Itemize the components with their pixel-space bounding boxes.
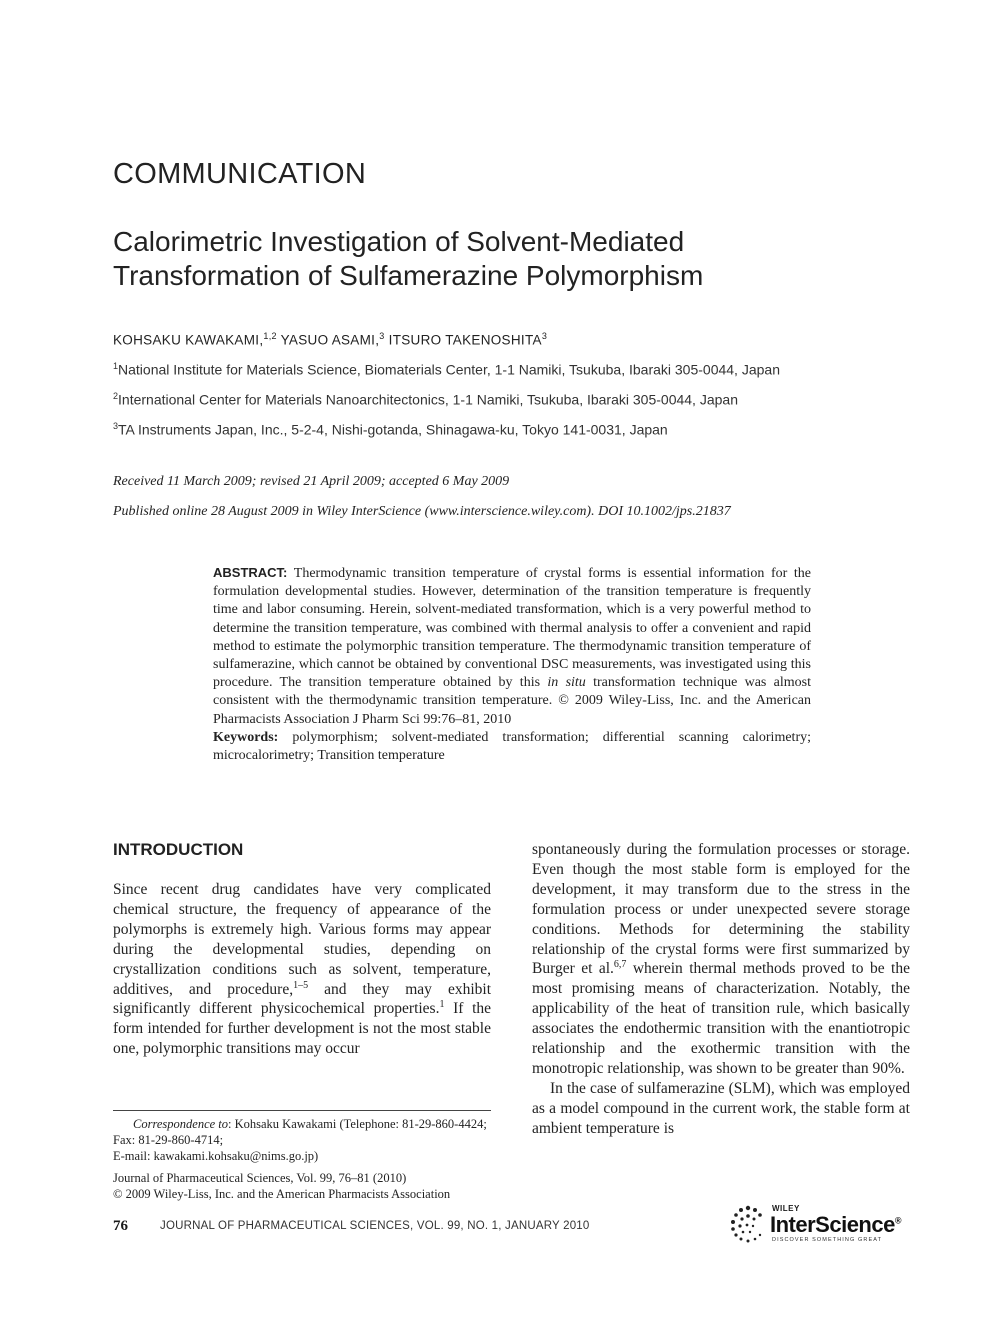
section-label: COMMUNICATION	[113, 158, 367, 190]
footnote-divider	[113, 1110, 491, 1111]
paragraph-text: spontaneously during the formulation processes or storage. Even though the most stable form is employed for the development, it may transform due to the stress in the formulation process or under unexpected severe storage conditions. Methods for determining the stability relationship of the crystal forms were first summarized by Burger et al.	[532, 841, 910, 978]
abstract-italic: in situ	[547, 675, 586, 691]
author-list	[113, 331, 547, 348]
affiliation-number: 2	[113, 391, 119, 401]
logo-wiley: WILEY	[772, 1204, 800, 1213]
affiliation-1	[113, 361, 780, 378]
title-line-1: Calorimetric Investigation of Solvent-Mediated	[113, 226, 685, 257]
paragraph-text: wherein thermal methods proved to be the most promising means of characterization. Notably, the applicability of the heat of transition rule, which basically associates the endothermic transition with the enantiotropic relationship and the exothermic transition with the monotropic relationship, was shown to be greater than 90%.	[532, 960, 910, 1077]
journal-citation: Journal of Pharmaceutical Sciences, Vol. 99, 76–81 (2010)	[113, 1171, 407, 1185]
correspondence	[113, 1116, 491, 1148]
right-column	[532, 840, 910, 1139]
left-column	[113, 880, 491, 1059]
affiliation-number: 1	[113, 361, 119, 371]
footnote	[113, 1116, 491, 1202]
running-footer: JOURNAL OF PHARMACEUTICAL SCIENCES, VOL. 99, NO. 1, JANUARY 2010	[160, 1220, 590, 1232]
correspondence-label: Correspondence to	[133, 1117, 229, 1131]
registered-mark: ®	[894, 1215, 901, 1226]
citation: 6,7	[613, 959, 627, 971]
wiley-interscience-logo	[728, 1204, 913, 1248]
logo-text: InterScience	[770, 1212, 895, 1237]
citation: 1–5	[293, 979, 309, 991]
author-name: KOHSAKU KAWAKAMI,	[113, 332, 264, 348]
dot-globe-icon	[728, 1204, 768, 1244]
author-name: ITSURO TAKENOSHITA	[388, 332, 542, 348]
paragraph-text: and they may exhibit significantly different physicochemical properties.	[113, 980, 492, 1018]
affiliation-number: 3	[113, 421, 119, 431]
citation: 1	[439, 999, 445, 1011]
logo-interscience	[770, 1212, 901, 1238]
paragraph: In the case of sulfamerazine (SLM), which was employed as a model compound in the current work, the stable form at ambient temperature is	[532, 1079, 910, 1137]
logo-tagline: DISCOVER SOMETHING GREAT	[772, 1237, 883, 1243]
paragraph-text: Since recent drug candidates have very complicated chemical structure, the frequency of appearance of the polymorphs is extremely high. Various forms may appear during the developmental studies, depending on crystallization conditions such as solvent, temperature, additives, and procedure,	[113, 881, 491, 998]
abstract-body	[213, 564, 811, 729]
author-affil-sup: 3	[379, 331, 385, 341]
paragraph-text: If the form intended for further development is not the most stable one, polymorphic transitions may occur	[113, 1000, 491, 1058]
keywords	[213, 729, 811, 765]
abstract-label: ABSTRACT:	[213, 565, 288, 580]
received-dates: Received 11 March 2009; revised 21 April 2009; accepted 6 May 2009	[113, 474, 510, 489]
keywords-text: polymorphism; solvent-mediated transformation; differential scanning calorimetry; microcalorimetry; Transition temperature	[213, 729, 811, 764]
abstract-text-2: transformation technique was almost consistent with the thermodynamic transition temperature. © 2009 Wiley-Liss, Inc. and the American Pharmacists Association J Pharm Sci 99:76–81, 2010	[213, 675, 812, 727]
affiliation-2	[113, 391, 738, 408]
email: E-mail: kawakami.kohsaku@nims.go.jp)	[113, 1149, 319, 1163]
paragraph	[113, 880, 491, 1059]
abstract-text: Thermodynamic transition temperature of crystal forms is essential information for the formulation developmental studies. However, determination of the transition temperature is frequently time and labor consuming. Herein, solvent-mediated transformation, which is a very powerful method to determine the transition temperature, was combined with thermal analysis to offer a convenient and rapid method to estimate the polymorphic transition temperature. The thermodynamic transition temperature of sulfamerazine, which cannot be obtained by conventional DSC measurements, was investigated using this procedure. The transition temperature obtained by this	[213, 566, 811, 691]
paragraph	[532, 840, 910, 1079]
publication-info: Published online 28 August 2009 in Wiley InterScience (www.interscience.wiley.com). DOI 10.1002/jps.21837	[113, 504, 731, 519]
affiliation-3	[113, 421, 668, 438]
author-name: YASUO ASAMI,	[280, 332, 380, 348]
keywords-label: Keywords:	[213, 729, 279, 745]
copyright: © 2009 Wiley-Liss, Inc. and the American Pharmacists Association	[113, 1187, 451, 1201]
article-title	[113, 225, 873, 293]
affiliation-text: TA Instruments Japan, Inc., 5-2-4, Nishi-gotanda, Shinagawa-ku, Tokyo 141-0031, Japan	[118, 421, 668, 438]
abstract	[213, 564, 811, 765]
title-line-2: Transformation of Sulfamerazine Polymorphism	[113, 260, 704, 291]
page-number: 76	[113, 1218, 128, 1234]
author-affil-sup: 3	[541, 331, 548, 341]
author-affil-sup: 1,2	[263, 331, 277, 341]
affiliation-text: National Institute for Materials Science, Biomaterials Center, 1-1 Namiki, Tsukuba, Ibaraki 305-0044, Japan	[118, 361, 780, 378]
correspondence-text: : Kohsaku Kawakami (Telephone: 81-29-860-4424; Fax: 81-29-860-4714;	[113, 1117, 487, 1147]
affiliation-text: International Center for Materials Nanoarchitectonics, 1-1 Namiki, Tsukuba, Ibaraki 305-0044, Japan	[118, 391, 738, 408]
section-heading-introduction: INTRODUCTION	[113, 840, 244, 859]
